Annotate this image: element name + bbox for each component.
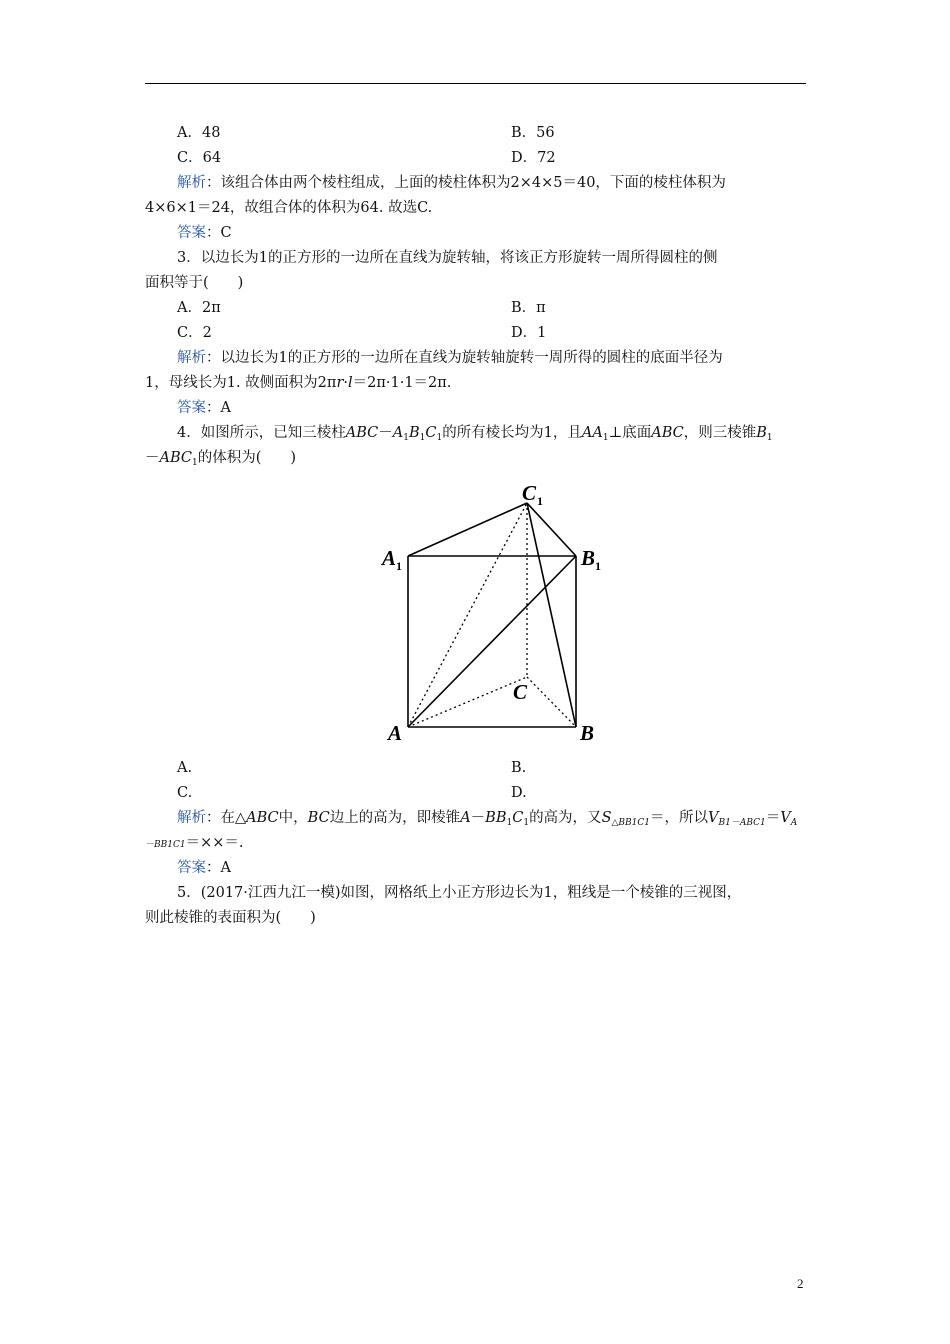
analysis-label: 解析 [177,175,206,191]
analysis-label: 解析 [177,350,206,366]
label-a: A [388,721,403,745]
page-number: 2 [797,1276,804,1291]
q3-option-d: D．1 [511,325,547,341]
q3-analysis-line-1: 解析：以边长为1的正方形的一边所在直线为旋转轴旋转一周所得的圆柱的底面半径为 [177,350,723,366]
label-b: B [580,721,595,745]
q3-analysis-line-2: 1，母线长为1. 故侧面积为2πr·l＝2π·1·1＝2π. [145,375,452,391]
q4-option-b: B. [511,760,527,776]
q4-analysis-line-1: 解析：在△ABC中，BC边上的高为，即棱锥$A-BB_1C_1$的高为，又$S_{\triangle BB1C1}=$，所以$V_{B1-ABC1}=V_A$ [177,810,798,828]
q3-answer: 答案：A [177,400,231,416]
edge-a-b1 [408,556,576,727]
label-c: C [513,680,528,704]
label-c1-sub: 1 [537,494,543,508]
q2-analysis-line-1: 解析：该组合体由两个棱柱组成，上面的棱柱体积为2×4×5＝40，下面的棱柱体积为 [177,175,726,191]
answer-label: 答案 [177,225,206,241]
answer-label: 答案 [177,860,206,876]
q4-option-c: C. [177,785,193,801]
q4-option-d: D. [511,785,527,801]
q3-option-b: B．π [511,300,546,316]
q2-option-b: B．56 [511,125,555,141]
analysis-label: 解析 [177,810,206,826]
prism-figure [370,478,610,746]
edge-a1-c1 [408,503,527,556]
q3-option-a: A．2π [177,300,221,316]
q2-option-a: A．48 [177,125,221,141]
q4-stem-line-2: $-ABC_1$的体积为( ) [145,450,297,468]
label-a1-sub: 1 [396,559,402,573]
prism-solid-edges [408,503,576,727]
q2-option-c: C．64 [177,150,222,166]
q5-stem-line-2: 则此棱锥的表面积为( ) [145,910,316,926]
label-c1: C [522,481,537,505]
edge-c1-b [527,503,576,727]
q5-stem-line-1: 5．(2017·江西九江一模)如图，网格纸上小正方形边长为1，粗线是一个棱锥的三视图， [177,885,742,901]
q3-option-c: C．2 [177,325,212,341]
label-b1: B [581,546,596,570]
label-b1-sub: 1 [595,559,601,573]
edge-a-c [408,677,527,727]
q3-stem-line-1: 3．以边长为1的正方形的一边所在直线为旋转轴，将该正方形旋转一周所得圆柱的侧 [177,250,718,266]
q2-answer: 答案：C [177,225,232,241]
label-a1: A [382,546,397,570]
q4-stem-line-1: 4．如图所示，已知三棱柱$ABC-A_1B_1C_1$的所有棱长均为1，且$AA_1\perp$底面ABC，则三棱锥$B_1$ [177,425,773,443]
q2-option-d: D．72 [511,150,556,166]
answer-label: 答案 [177,400,206,416]
q3-stem-line-2: 面积等于( ) [145,275,244,291]
edge-c-b [527,677,576,727]
q4-option-a: A. [177,760,193,776]
q2-analysis-line-2: 4×6×1＝24，故组合体的体积为64. 故选C. [145,200,433,216]
edge-c1-b1 [527,503,576,556]
edge-a-c1 [408,503,527,727]
q4-analysis-line-2: －BB1C1＝××＝. [145,835,244,851]
header-rule [145,83,806,84]
q4-answer: 答案：A [177,860,231,876]
